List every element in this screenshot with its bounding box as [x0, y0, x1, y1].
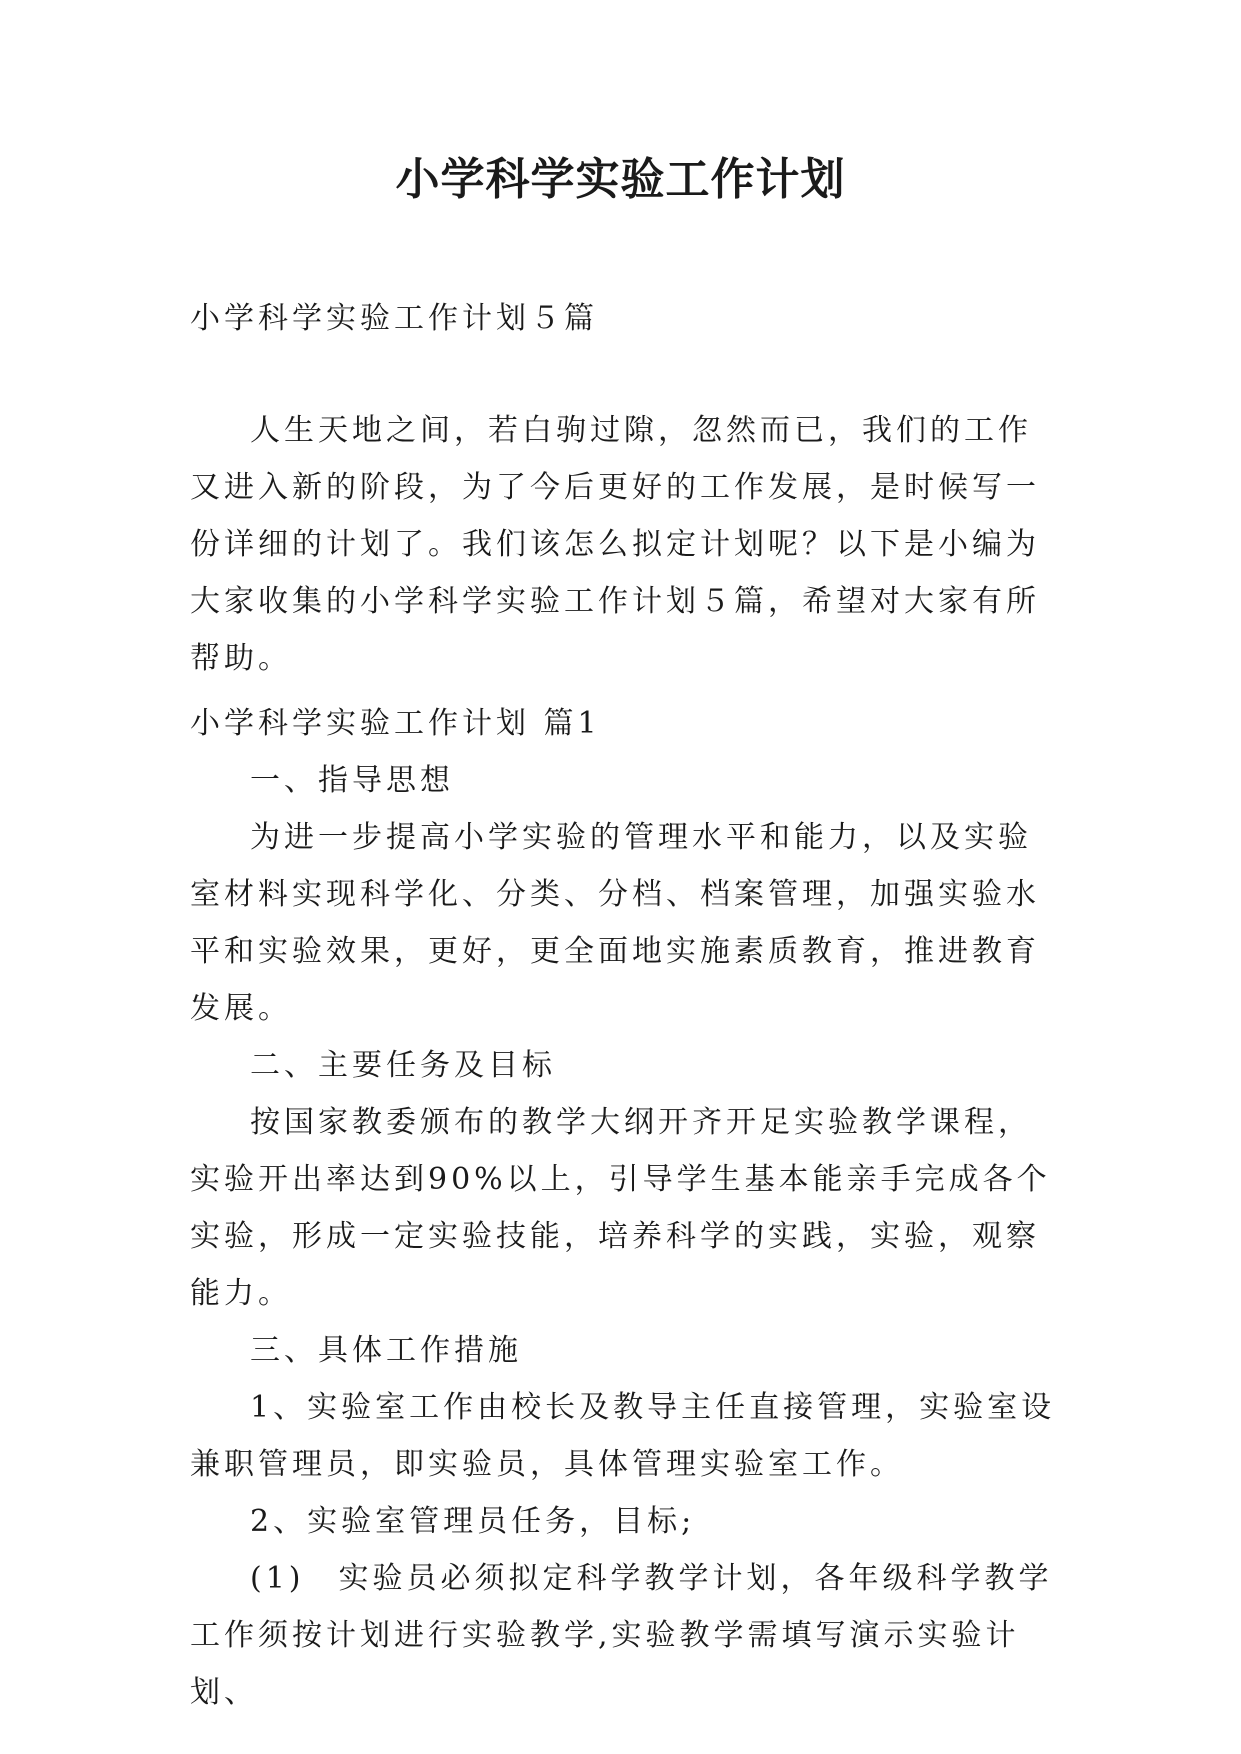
document-title: 小学科学实验工作计划: [395, 154, 846, 205]
intro-paragraph: 人生天地之间，若白驹过隙，忽然而已，我们的工作又进入新的阶段，为了今后更好的工作发展，是时候写一份详细的计划了。我们该怎么拟定计划呢？以下是小编为大家收集的小学科学实验工作计划５篇，希望对大家有所帮助。: [190, 413, 1040, 676]
measure-subitem-1: (1) 实验员必须拟定科学教学计划，各年级科学教学工作须按计划进行实验教学,实验教学需填写演示实验计划、: [190, 1561, 1053, 1710]
section-heading: 小学科学实验工作计划 篇1: [190, 706, 601, 741]
tasks-goals-paragraph: 按国家教委颁布的教学大纲开齐开足实验教学课程，实验开出率达到90%以上，引导学生基本能亲手完成各个实验，形成一定实验技能，培养科学的实践，实验，观察能力。: [190, 1105, 1051, 1311]
guiding-ideas-heading: 一、指导思想: [250, 763, 454, 798]
measures-heading: 三、具体工作措施: [250, 1333, 522, 1368]
intro-block: [190, 402, 1060, 687]
measure-item-1: 1、实验室工作由校长及教导主任直接管理，实验室设兼职管理员，即实验员，具体管理实验室工作。: [190, 1390, 1056, 1482]
document-subtitle: 小学科学实验工作计划５篇: [190, 301, 598, 336]
section-1: [190, 695, 1060, 1721]
tasks-goals-heading: 二、主要任务及目标: [250, 1048, 556, 1083]
guiding-ideas-paragraph: 为进一步提高小学实验的管理水平和能力，以及实验室材料实现科学化、分类、分档、档案管理，加强实验水平和实验效果，更好，更全面地实施素质教育，推进教育发展。: [190, 820, 1040, 1026]
measure-item-2: 2、实验室管理员任务，目标;: [250, 1504, 696, 1539]
